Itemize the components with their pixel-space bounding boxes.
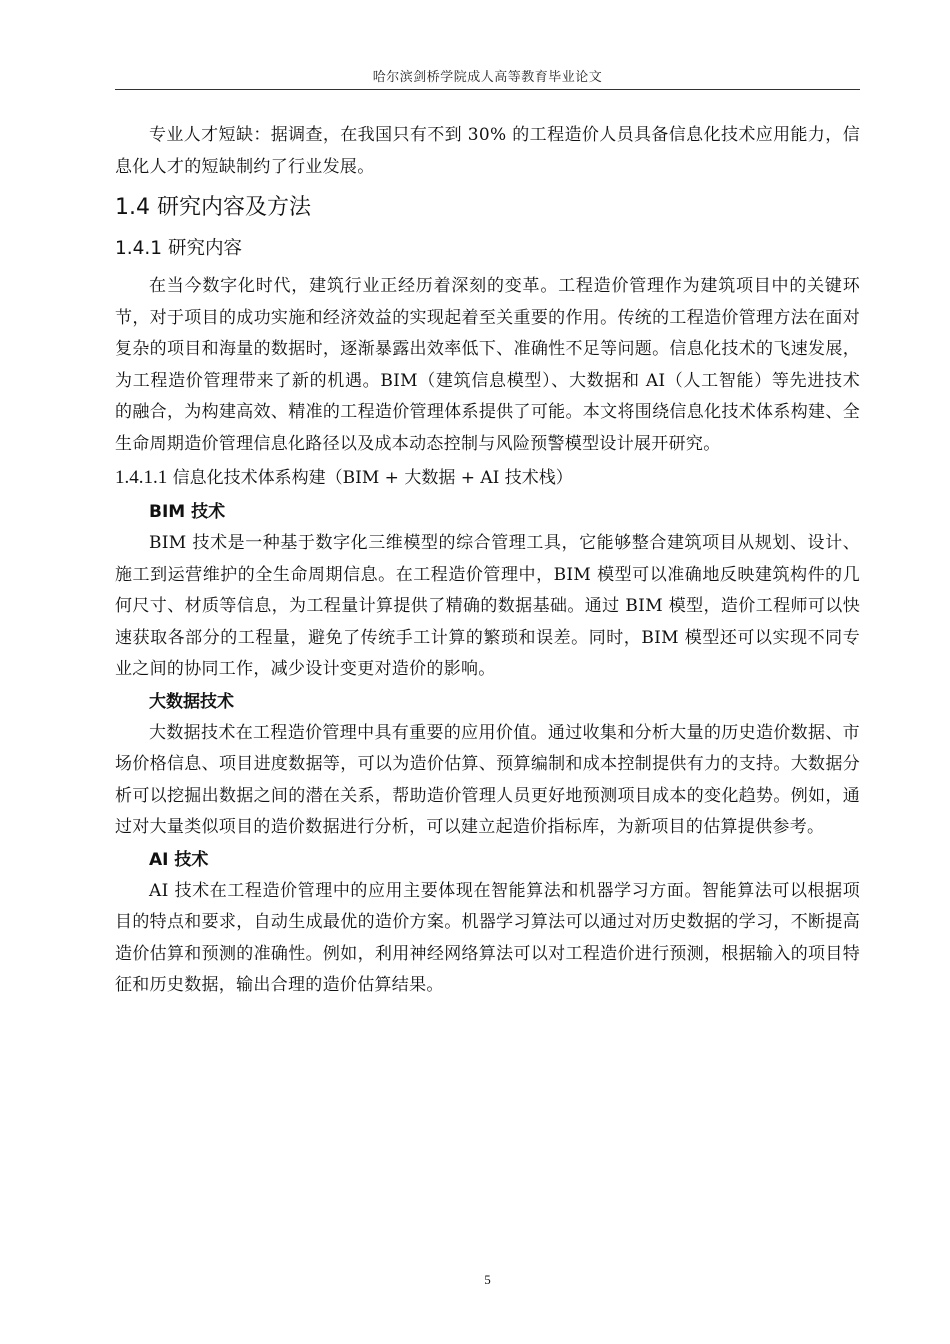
paragraph-research-intro: 在当今数字化时代，建筑行业正经历着深刻的变革。工程造价管理作为建筑项目中的关键环节，对于项目的成功实施和经济效益的实现起着至关重要的作用。传统的工程造价管理方法在面对复杂的项目和海量的数据时，逐渐暴露出效率低下、准确性不足等问题。信息化技术的飞速发展，为工程造价管理带来了新的机遇。BIM（建筑信息模型）、大数据和 AI（人工智能）等先进技术的融合，为构建高效、精准的工程造价管理体系提供了可能。本文将围绕信息化技术体系构建、全生命周期造价管理信息化路径以及成本动态控制与风险预警模型设计展开研究。 <box>115 276 860 454</box>
subheading-bim: BIM 技术 <box>149 502 226 522</box>
section-heading-1-4: 1.4 研究内容及方法 <box>115 195 311 220</box>
section-heading-1-4-1: 1.4.1 研究内容 <box>115 238 242 259</box>
section-heading-1-4-1-1 <box>115 462 860 494</box>
paragraph-talent-shortage: 专业人才短缺：据调查，在我国只有不到 30% 的工程造价人员具备信息化技术应用能力，信息化人才的短缺制约了行业发展。 <box>115 125 860 177</box>
paragraph-ai: AI 技术在工程造价管理中的应用主要体现在智能算法和机器学习方面。智能算法可以根据项目的特点和要求，自动生成最优的造价方案。机器学习算法可以通过对历史数据的学习，不断提高造价估算和预测的准确性。例如，利用神经网络算法可以对工程造价进行预测，根据输入的项目特征和历史数据，输出合理的造价估算结果。 <box>115 880 860 995</box>
subheading-big-data: 大数据技术 <box>149 691 234 712</box>
section-title: 信息化技术体系构建（BIM + 大数据 + AI 技术栈） <box>167 468 573 488</box>
header-divider <box>115 89 860 90</box>
section-number: 1.4.1.1 <box>115 467 168 488</box>
paragraph-bim: BIM 技术是一种基于数字化三维模型的综合管理工具，它能够整合建筑项目从规划、设计、施工到运营维护的全生命周期信息。在工程造价管理中，BIM 模型可以准确地反映建筑构件的几何尺寸、材质等信息，为工程量计算提供了精确的数据基础。通过 BIM 模型，造价工程师可以快速获取各部分的工程量，避免了传统手工计算的繁琐和误差。同时，BIM 模型还可以实现不同专业之间的协同工作，减少设计变更对造价的影响。 <box>115 533 860 679</box>
subheading-ai: AI 技术 <box>149 849 209 870</box>
page-number: 5 <box>484 1272 491 1287</box>
paragraph-big-data: 大数据技术在工程造价管理中具有重要的应用价值。通过收集和分析大量的历史造价数据、市场价格信息、项目进度数据等，可以为造价估算、预算编制和成本控制提供有力的支持。大数据分析可以挖掘出数据之间的潜在关系，帮助造价管理人员更好地预测项目成本的变化趋势。例如，通过对大量类似项目的造价数据进行分析，可以建立起造价指标库，为新项目的估算提供参考。 <box>115 722 860 837</box>
page-body <box>115 120 860 1002</box>
running-header: 哈尔滨剑桥学院成人高等教育毕业论文 <box>372 70 603 85</box>
